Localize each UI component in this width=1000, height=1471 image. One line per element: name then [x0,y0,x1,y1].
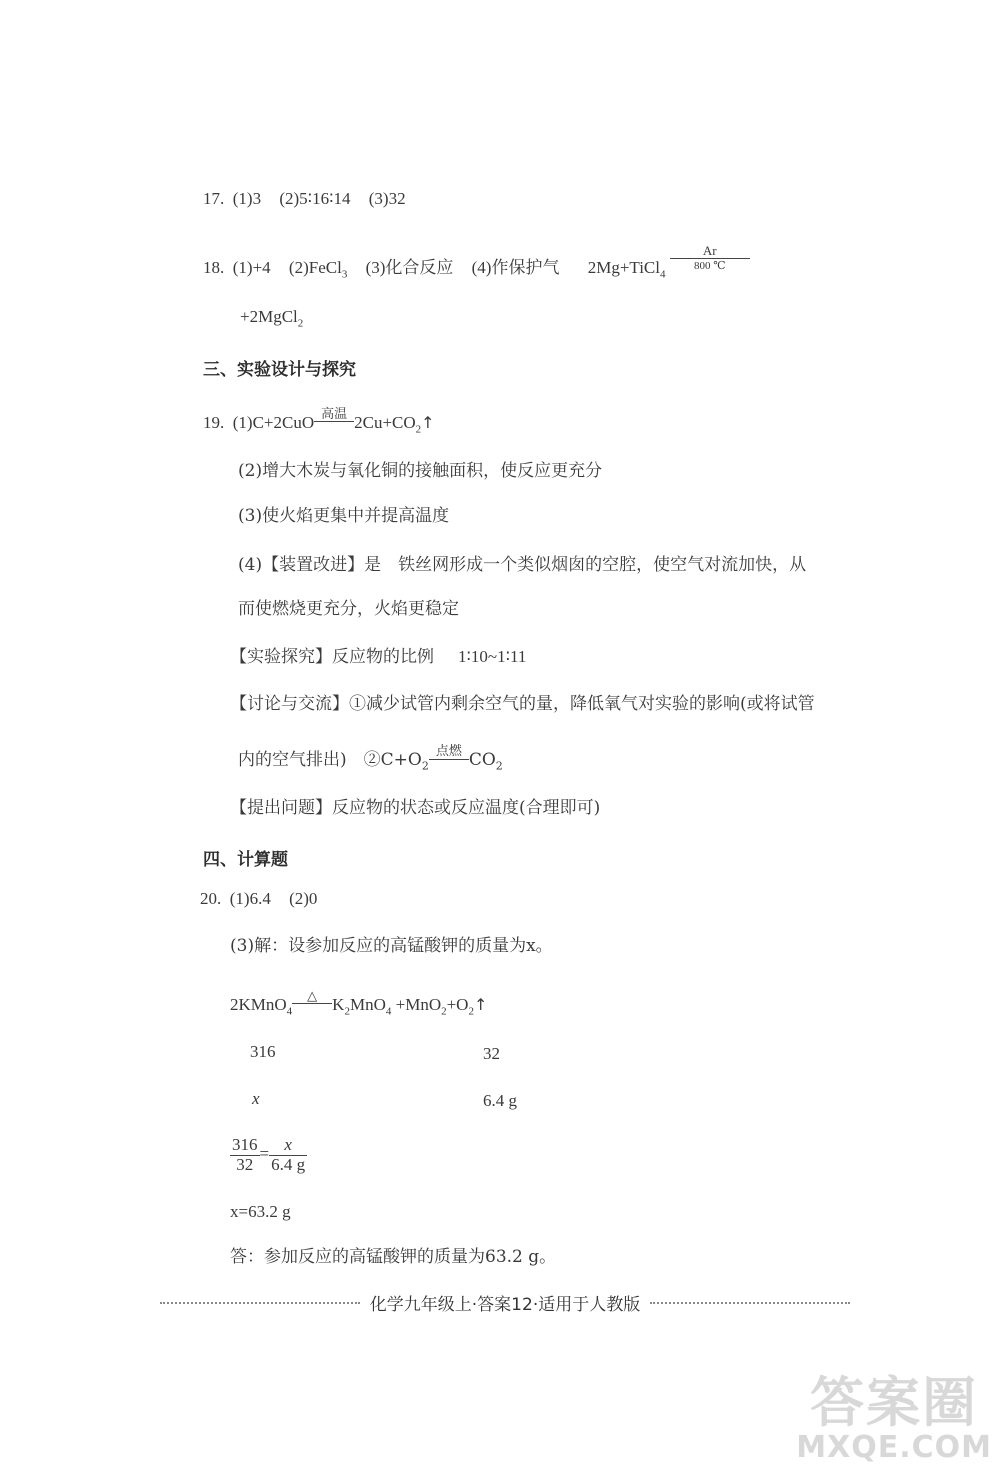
q18-part1: (1)+4 [232,258,271,277]
q20-equation: 2KMnO$_4$ △ $K_2MnO_4$ $+MnO_2+O_2↑$ [230,988,488,1018]
q20-var-right: 6.4 g [483,1091,517,1110]
q20-answer: 答：参加反应的高锰酸钾的质量为63.2 g。 [230,1247,557,1267]
watermark-url: MXQE.COM [796,1430,992,1465]
q17-number: 17. [203,189,225,208]
q20-line1 [200,890,317,907]
q18-number: 18. [203,258,225,277]
q19-part2: (2)增大木炭与氧化铜的接触面积，使反应更充分 [238,461,603,481]
q18-reaction-condition: Ar 800 ℃ [670,244,750,272]
q19-discuss-line2: 内的空气排出) $②C+O_2$ 点燃 $CO_2$ [238,744,503,773]
q18-line2 [240,308,303,329]
q20-condition-heat: △ [292,989,332,1004]
watermark-logo: 答案圈 [810,1371,979,1434]
q19-number: 19. [203,413,225,432]
section-3-heading: 三、实验设计与探究 [203,360,356,380]
q19-line1 [203,406,435,436]
q20-part1: (1)6.4 [229,889,271,908]
q20-frac-left: $\frac{316}{32}$ [232,1135,258,1174]
q17-part2: (2)5∶16∶14 [279,189,351,208]
q20-ratio-right: 32 [483,1044,500,1063]
q18-equation-left: 2Mg+TiCl$_4$ [587,258,666,281]
watermark [796,1371,992,1465]
q19-condition-ignite: 点燃 [429,745,469,760]
q19-part4-line1: (4)【装置改进】是 铁丝网形成一个类似烟囱的空腔，使空气对流加快，从 [238,555,807,575]
q19-discuss-line1: 【讨论与交流】①减少试管内剩余空气的量，降低氧气对实验的影响(或将试管 [230,694,815,714]
q17-line [203,190,406,207]
q18-part2: (2)FeCl$_3$ [288,258,348,281]
q20-proportion: $\frac{316}{32}$ = $\frac{x}{6.4 g}$ [232,1135,306,1174]
q17-part3: (3)32 [368,189,406,208]
q20-ratio-left: 316 [250,1042,276,1061]
q19-part4-line2: 而使燃烧更充分，火焰更稳定 [238,599,459,619]
footer-dots-right [650,1302,850,1304]
section-4-heading: 四、计算题 [203,850,288,870]
q20-number: 20. [200,889,222,908]
page-footer [160,1290,850,1315]
footer-text: 化学九年级上·答案12·适用于人教版 [369,1295,641,1315]
q19-equation: (1)C+2CuO 高温 $2Cu+CO_2↑$ [232,406,435,436]
q20-part2: (2)0 [289,889,318,908]
q17-part1: (1)3 [232,189,262,208]
q19-part3: (3)使火焰更集中并提高温度 [238,506,450,526]
q20-frac-right: $\frac{x}{6.4 g}$ [271,1135,306,1174]
q19-question: 【提出问题】反应物的状态或反应温度(合理即可) [230,798,601,818]
q20-result: x=63.2 g [230,1202,291,1221]
q20-var-left: x [252,1089,260,1108]
q20-part3: (3)解：设参加反应的高锰酸钾的质量为x。 [230,936,553,956]
q19-explore: 【实验探究】反应物的比例 1∶10~1∶11 [230,647,527,667]
q19-condition-high-temp: 高温 [314,407,354,422]
q18-part4: (4)作保护气 [471,258,560,277]
q18-equation-right: +2MgCl$_2$ [240,307,304,330]
q18-line1 [203,243,750,281]
footer-dots-left [160,1302,360,1304]
q18-part3: (3)化合反应 [365,258,454,277]
